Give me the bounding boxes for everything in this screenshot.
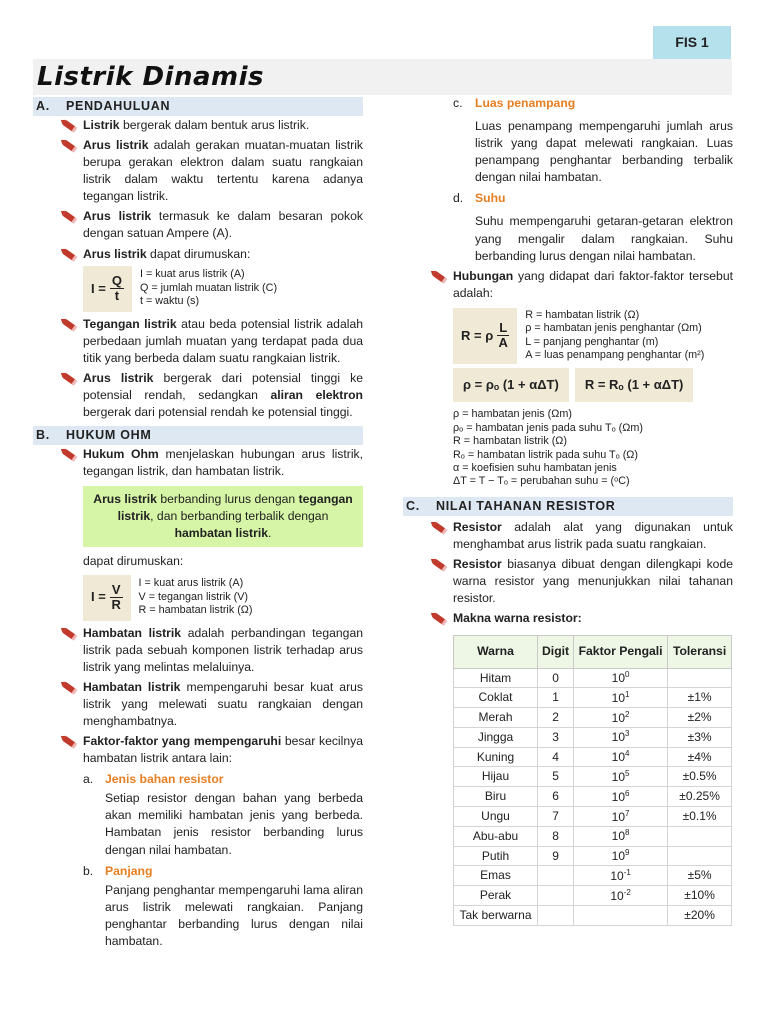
- bullet-text: adalah perbandingan tegangan listrik pada sebuah komponen listrik terhadap arus listrik yang melintas melaluinya.: [83, 625, 364, 674]
- column-header: Faktor Pengali: [574, 636, 668, 668]
- statement-text: , dan berbanding terbalik dengan: [150, 509, 329, 524]
- multiplier-cell: [574, 826, 668, 846]
- subject-code-badge: FIS 1: [653, 26, 731, 59]
- digit-cell: [538, 906, 574, 926]
- legend-line: I = kuat arus listrik (A): [138, 577, 244, 590]
- tolerance-cell: ±2%: [668, 708, 732, 728]
- pencil-icon: [62, 318, 76, 330]
- section-number: C.: [406, 498, 420, 513]
- legend-line: R = hambatan listrik (Ω): [525, 308, 640, 321]
- bold-term: Arus listrik: [83, 370, 154, 385]
- factor-heading: Luas penampang: [475, 96, 576, 110]
- formula-lhs: R = ρ: [461, 327, 494, 343]
- digit-cell: 8: [538, 826, 574, 846]
- digit-cell: 4: [538, 747, 574, 767]
- table-row: [454, 767, 732, 787]
- bullet-item: [63, 679, 363, 730]
- multiplier-exponent: 1: [625, 689, 630, 699]
- bullet-text: dapat dirumuskan:: [146, 246, 251, 261]
- bullet-text: mempengaruhi besar kuat arus listrik yang melewati suatu rangkaian dengan menghambatnya.: [83, 679, 363, 728]
- bold-term: Listrik: [83, 118, 120, 132]
- bold-term: Resistor: [453, 519, 502, 534]
- multiplier-cell: [574, 767, 668, 787]
- section-title: PENDAHULUAN: [66, 99, 171, 113]
- bullet-text: atau beda potensial listrik adalah perbedaan jumlah muatan yang terdapat pada dua titik yang berbeda dalam suatu rangkaian listrik.: [83, 316, 364, 365]
- table-row: [454, 886, 732, 906]
- multiplier-base: 10: [611, 809, 626, 824]
- formula-denominator: A: [498, 335, 508, 351]
- tolerance-cell: [668, 826, 732, 846]
- factor-item-temperature: [453, 190, 733, 207]
- bullet-item: [63, 446, 363, 480]
- right-column: [403, 95, 733, 926]
- bullet-text: biasanya dibuat dengan dilengkapi kode warna resistor yang menunjukkan nilai tahanan resistor.: [453, 557, 733, 606]
- factor-letter: b.: [83, 863, 94, 878]
- factor-letter: a.: [83, 772, 94, 787]
- tolerance-cell: ±1%: [668, 688, 732, 708]
- pencil-icon: [62, 682, 76, 694]
- legend-line: ΔT = T − Tₒ = perubahan suhu = (ᵒC): [453, 475, 630, 488]
- color-name-cell: Hitam: [454, 668, 538, 688]
- bullet-item: [63, 316, 363, 367]
- bullet-text: adalah gerakan muatan-muatan listrik berupa gerakan elektron dalam suatu rangkaian listrik dalam waktu tertentu karena adanya tegangan listrik.: [83, 138, 363, 204]
- bold-term: Arus listrik: [83, 138, 149, 153]
- bullet-item: [433, 610, 733, 627]
- multiplier-exponent: 3: [625, 729, 630, 739]
- color-name-cell: Biru: [454, 787, 538, 807]
- bold-term: tegangan listrik: [117, 492, 353, 524]
- digit-cell: 7: [538, 807, 574, 827]
- bullet-text: yang didapat dari faktor-faktor tersebut adalah:: [453, 268, 733, 300]
- legend-line: R = hambatan listrik (Ω): [453, 435, 567, 448]
- bullet-text: adalah alat yang digunakan untuk menghambat arus listrik pada suatu rangkaian.: [453, 519, 733, 552]
- formula-current: [83, 266, 363, 312]
- factor-item-area: [453, 95, 733, 112]
- legend-line: ρₒ = hambatan jenis pada suhu Tₒ (Ωm): [453, 421, 643, 434]
- bold-term: Hubungan: [453, 268, 514, 283]
- multiplier-cell: [574, 906, 668, 926]
- multiplier-cell: [574, 708, 668, 728]
- digit-cell: 3: [538, 727, 574, 747]
- tolerance-cell: ±0.5%: [668, 767, 732, 787]
- factor-description: Setiap resistor dengan bahan yang berbeda akan memiliki hambatan jenis yang berbeda. Hambatan jenis resistor berbanding lurus dengan nilai hambatan.: [105, 791, 363, 857]
- tolerance-cell: ±4%: [668, 747, 732, 767]
- table-row: [454, 826, 732, 846]
- formula-resistance: [453, 308, 733, 364]
- multiplier-base: 10: [611, 829, 626, 844]
- legend-line: Rₒ = hambatan listrik pada suhu Tₒ (Ω): [453, 448, 638, 461]
- bold-term: Hukum Ohm: [83, 447, 159, 462]
- formula-numerator: L: [499, 320, 508, 336]
- formula-legend: [525, 309, 704, 363]
- bold-term: Resistor: [453, 557, 502, 572]
- table-row: [454, 787, 732, 807]
- bullet-item: [63, 117, 363, 134]
- pencil-icon: [432, 522, 446, 534]
- digit-cell: 6: [538, 787, 574, 807]
- table-row: [454, 668, 732, 688]
- pencil-icon: [62, 373, 76, 385]
- legend-line: A = luas penampang penghantar (m²): [525, 349, 705, 362]
- paragraph: dapat dirumuskan:: [83, 554, 184, 569]
- bold-term: aliran elektron: [270, 387, 363, 402]
- tolerance-cell: ±10%: [668, 886, 732, 906]
- bold-term: Arus listrik: [93, 492, 157, 507]
- color-name-cell: Kuning: [454, 747, 538, 767]
- digit-cell: [538, 866, 574, 886]
- table-row: [454, 846, 732, 866]
- color-name-cell: Tak berwarna: [454, 906, 538, 926]
- table-row: [454, 906, 732, 926]
- bullet-item: [433, 556, 733, 607]
- multiplier-base: 10: [611, 690, 626, 705]
- formula-lhs: I =: [91, 280, 106, 296]
- bold-term: Makna warna resistor:: [453, 611, 582, 626]
- bullet-item: [63, 246, 363, 263]
- page-title: Listrik Dinamis: [37, 62, 264, 92]
- multiplier-exponent: 7: [625, 808, 630, 818]
- bullet-text: besar kecilnya hambatan listrik antara lain:: [83, 734, 364, 766]
- legend-line: Q = jumlah muatan listrik (C): [139, 281, 278, 294]
- section-c-heading: [403, 497, 733, 516]
- formula-lhs: I =: [91, 589, 106, 605]
- section-title: NILAI TAHANAN RESISTOR: [436, 498, 616, 513]
- multiplier-base: 10: [611, 730, 626, 745]
- column-header: Digit: [538, 636, 574, 668]
- formula-ohm: [83, 575, 363, 621]
- pencil-icon: [62, 140, 76, 152]
- legend-line: R = hambatan listrik (Ω): [138, 604, 253, 617]
- pencil-icon: [62, 736, 76, 748]
- legend-line: L = panjang penghantar (m): [525, 335, 659, 348]
- temperature-formulas: [453, 368, 733, 402]
- legend-line: ρ = hambatan jenis (Ωm): [453, 408, 572, 421]
- color-name-cell: Perak: [454, 886, 538, 906]
- color-name-cell: Ungu: [454, 807, 538, 827]
- section-title: HUKUM OHM: [66, 428, 152, 443]
- pencil-icon: [62, 120, 76, 132]
- legend-line: α = koefisien suhu hambatan jenis: [453, 461, 617, 474]
- multiplier-exponent: -1: [623, 867, 631, 877]
- bullet-item: [63, 733, 363, 767]
- digit-cell: 1: [538, 688, 574, 708]
- color-name-cell: Hijau: [454, 767, 538, 787]
- tolerance-cell: ±0.25%: [668, 787, 732, 807]
- bullet-text: bergerak dalam bentuk arus listrik.: [119, 118, 310, 132]
- multiplier-cell: [574, 747, 668, 767]
- bold-term: Faktor-faktor yang mempengaruhi: [83, 734, 282, 749]
- multiplier-cell: [574, 886, 668, 906]
- color-name-cell: Merah: [454, 708, 538, 728]
- multiplier-exponent: 5: [625, 768, 630, 778]
- factor-description: Panjang penghantar mempengaruhi lama aliran arus listrik melewati rangkaian. Panjang penghantar berbanding lurus dengan nilai hambatan.: [105, 882, 363, 948]
- factor-heading: Panjang: [105, 863, 153, 878]
- multiplier-base: 10: [611, 671, 626, 685]
- factor-item-length: [83, 863, 363, 880]
- legend-line: V = tegangan listrik (V): [138, 590, 249, 603]
- multiplier-exponent: 9: [625, 848, 630, 858]
- digit-cell: 9: [538, 846, 574, 866]
- multiplier-exponent: 2: [625, 709, 630, 719]
- pencil-icon: [62, 211, 76, 223]
- table-row: [454, 727, 732, 747]
- pencil-icon: [432, 271, 446, 283]
- resistance-temperature-formula: R = Rₒ (1 + αΔT): [575, 368, 694, 402]
- pencil-icon: [432, 613, 446, 625]
- table-row: [454, 708, 732, 728]
- bold-term: Hambatan listrik: [83, 679, 181, 694]
- bold-term: Arus listrik: [83, 209, 152, 224]
- bullet-item: [433, 268, 733, 302]
- multiplier-cell: [574, 727, 668, 747]
- multiplier-exponent: 6: [625, 788, 630, 798]
- factor-heading: Suhu: [475, 191, 506, 206]
- table-row: [454, 807, 732, 827]
- multiplier-exponent: 4: [625, 749, 630, 759]
- pencil-icon: [62, 449, 76, 461]
- table-row: [454, 688, 732, 708]
- factor-letter: c.: [453, 96, 463, 110]
- multiplier-base: 10: [611, 789, 626, 804]
- legend-line: I = kuat arus listrik (A): [139, 268, 245, 281]
- factor-description: Luas penampang mempengaruhi jumlah arus listrik yang dapat melewati rangkaian. Luas penampang penghantar berbanding terbalik dengan nilai hambatan.: [475, 119, 733, 185]
- table-row: [454, 747, 732, 767]
- resistor-color-table: [453, 635, 732, 925]
- multiplier-base: 10: [611, 750, 626, 765]
- bullet-item: [63, 137, 363, 205]
- digit-cell: 5: [538, 767, 574, 787]
- formula-denominator: t: [114, 288, 120, 304]
- factor-heading: Jenis bahan resistor: [105, 772, 224, 787]
- multiplier-cell: [574, 846, 668, 866]
- tolerance-cell: ±5%: [668, 866, 732, 886]
- section-b-heading: [33, 426, 363, 445]
- bold-term: hambatan listrik: [174, 526, 269, 541]
- bold-term: Arus listrik: [83, 246, 147, 261]
- multiplier-base: 10: [611, 849, 626, 864]
- digit-cell: [538, 886, 574, 906]
- tolerance-cell: [668, 846, 732, 866]
- multiplier-base: 10: [611, 769, 626, 784]
- bold-term: Hambatan listrik: [83, 625, 182, 640]
- ohm-law-statement-box: [83, 486, 363, 547]
- factor-item-material: [83, 771, 363, 788]
- pencil-icon: [62, 627, 76, 639]
- bullet-text: menjelaskan hubungan arus listrik, tegangan listrik, dan hambatan listrik.: [83, 447, 364, 479]
- table-header-row: [454, 636, 732, 668]
- tolerance-cell: ±3%: [668, 727, 732, 747]
- resistivity-temperature-formula: ρ = ρₒ (1 + αΔT): [453, 368, 569, 402]
- column-header: Warna: [454, 636, 538, 668]
- statement-text: .: [268, 526, 272, 541]
- color-name-cell: Emas: [454, 866, 538, 886]
- section-a-heading: [33, 97, 363, 116]
- multiplier-exponent: 8: [625, 828, 630, 838]
- multiplier-exponent: 0: [625, 670, 630, 679]
- color-name-cell: Coklat: [454, 688, 538, 708]
- bullet-item: [433, 519, 733, 553]
- formula-legend: [139, 577, 253, 617]
- digit-cell: 2: [538, 708, 574, 728]
- section-number: B.: [36, 428, 50, 443]
- factor-description: Suhu mempengaruhi getaran-getaran elektron yang mengalir dalam rangkaian. Suhu berbanding lurus dengan nilai hambatan.: [475, 214, 733, 263]
- left-column: [33, 97, 363, 953]
- pencil-icon: [432, 559, 446, 571]
- digit-cell: 0: [538, 668, 574, 688]
- formula-numerator: V: [111, 581, 121, 597]
- multiplier-exponent: -2: [623, 887, 631, 897]
- color-name-cell: Jingga: [454, 727, 538, 747]
- multiplier-cell: [574, 688, 668, 708]
- formula-denominator: R: [111, 597, 121, 613]
- pencil-icon: [62, 248, 76, 260]
- multiplier-base: 10: [611, 710, 626, 725]
- multiplier-cell: [574, 807, 668, 827]
- tolerance-cell: [668, 668, 732, 688]
- tolerance-cell: ±20%: [668, 906, 732, 926]
- bullet-item: [63, 370, 363, 421]
- factor-letter: d.: [453, 191, 464, 206]
- color-name-cell: Abu-abu: [454, 826, 538, 846]
- bullet-text: termasuk ke dalam besaran pokok dengan satuan Ampere (A).: [83, 209, 363, 241]
- legend-line: t = waktu (s): [139, 295, 200, 308]
- table-row: [454, 866, 732, 886]
- formula-legend: [140, 268, 277, 308]
- formula-numerator: Q: [111, 272, 122, 288]
- column-header: Toleransi: [668, 636, 732, 668]
- legend-line: ρ = hambatan jenis penghantar (Ωm): [525, 322, 702, 335]
- temperature-formula-legend: [453, 408, 733, 489]
- multiplier-base: 10: [610, 888, 624, 903]
- statement-text: berbanding lurus dengan: [156, 492, 299, 507]
- multiplier-cell: [574, 668, 668, 688]
- multiplier-base: 10: [610, 868, 624, 883]
- color-name-cell: Putih: [454, 846, 538, 866]
- bullet-item: [63, 625, 363, 676]
- multiplier-cell: [574, 787, 668, 807]
- tolerance-cell: ±0.1%: [668, 807, 732, 827]
- bullet-text: bergerak dari potensial rendah ke potensial tinggi.: [83, 405, 353, 420]
- section-number: A.: [36, 99, 50, 113]
- bullet-text: bergerak dari potensial tinggi ke potensial rendah, sedangkan: [83, 370, 363, 402]
- bold-term: Tegangan listrik: [83, 316, 177, 331]
- multiplier-cell: [574, 866, 668, 886]
- bullet-item: [63, 208, 363, 242]
